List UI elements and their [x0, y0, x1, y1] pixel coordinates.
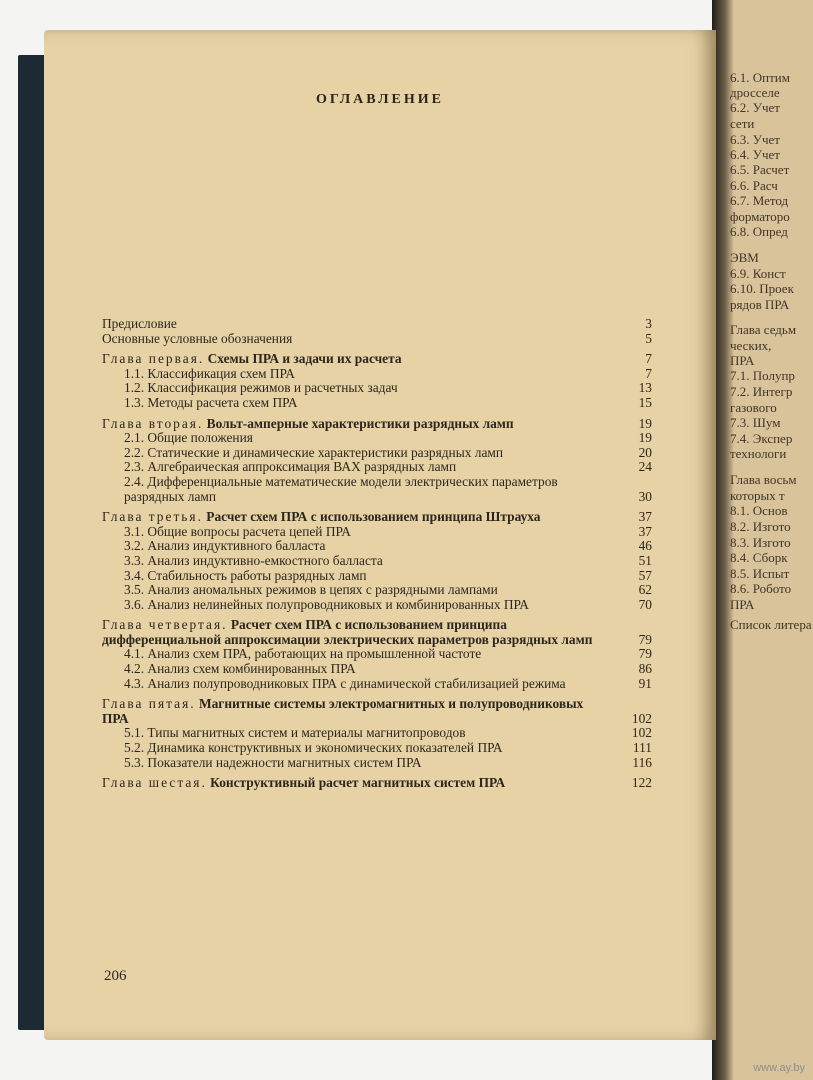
toc-page-number: 86	[638, 661, 652, 677]
toc-entry-title: 5.1. Типы магнитных систем и материалы магнитопроводов	[124, 725, 466, 741]
toc-page-number: 79	[638, 646, 652, 662]
facing-page-line: 6.8. Опред	[730, 224, 788, 239]
toc-entry-title: Предисловие	[102, 316, 177, 331]
toc-entry-title	[102, 697, 612, 726]
chapter-lead: Глава шестая.	[102, 775, 207, 791]
toc-chapter	[102, 618, 652, 647]
table-of-contents	[102, 317, 652, 791]
toc-section	[102, 583, 652, 598]
toc-entry-title: 4.3. Анализ полупроводниковых ПРА с динамической стабилизацией режима	[124, 675, 566, 691]
toc-entry-title	[102, 352, 612, 367]
toc-page-number: 102	[631, 710, 652, 726]
toc-page-number: 91	[638, 675, 652, 691]
facing-page-line: сети	[730, 116, 755, 131]
toc-page-number: 122	[631, 775, 652, 791]
toc-entry-title: Основные условные обозначения	[102, 330, 293, 346]
chapter-lead: Глава четвертая.	[102, 617, 228, 633]
toc-page-number: 46	[638, 538, 652, 554]
toc-page-number: 15	[638, 394, 652, 410]
toc-page-number: 116	[632, 754, 652, 770]
page-number: 206	[104, 968, 127, 984]
toc-chapter	[102, 697, 652, 726]
toc-entry-title: 5.3. Показатели надежности магнитных систем ПРА	[124, 754, 422, 770]
toc-section	[102, 525, 652, 540]
toc-section	[102, 446, 652, 461]
chapter-title: Расчет схем ПРА с использованием принципа Штрауха	[206, 509, 541, 525]
toc-section	[102, 569, 652, 584]
facing-page-line: рядов ПРА	[730, 297, 790, 312]
toc-page	[44, 30, 716, 1040]
toc-page-number: 51	[638, 552, 652, 568]
chapter-lead: Глава третья.	[102, 509, 203, 525]
toc-page-number: 20	[638, 444, 652, 460]
facing-page-line: 8.1. Основ	[730, 503, 788, 518]
facing-page-line: ческих,	[730, 338, 772, 353]
toc-entry-title: 2.3. Алгебраическая аппроксимация ВАХ разрядных ламп	[124, 459, 457, 475]
chapter-lead: Глава пятая.	[102, 696, 196, 712]
facing-page-line: 7.1. Полупр	[730, 368, 795, 383]
facing-page-line: 6.1. Оптим	[730, 70, 790, 85]
toc-entry-title: 1.2. Классификация режимов и расчетных задач	[124, 380, 398, 396]
page-heading: ОГЛАВЛЕНИЕ	[316, 92, 444, 107]
facing-page-line: 8.3. Изгото	[730, 535, 791, 550]
facing-page-line: 6.4. Учет	[730, 147, 780, 162]
toc-page-number: 13	[638, 380, 652, 396]
toc-entry-title: 2.1. Общие положения	[124, 430, 253, 446]
toc-page-number: 19	[638, 430, 652, 446]
toc-entry-title	[102, 776, 612, 791]
chapter-title: Магнитные системы электромагнитных и полупроводниковых ПРА	[102, 696, 584, 726]
toc-entry	[102, 317, 652, 332]
facing-page-line: 6.2. Учет	[730, 100, 780, 115]
facing-page-line: форматоро	[730, 209, 790, 224]
facing-page-line: 8.6. Робото	[730, 581, 792, 596]
facing-page-line: 8.4. Сборк	[730, 550, 788, 565]
chapter-title: Схемы ПРА и задачи их расчета	[207, 351, 402, 367]
facing-page-line: Глава восьм	[730, 472, 797, 487]
toc-entry	[102, 332, 652, 347]
toc-entry-title: 3.4. Стабильность работы разрядных ламп	[124, 567, 367, 583]
toc-section	[102, 741, 652, 756]
facing-page-line: 6.7. Метод	[730, 193, 789, 208]
facing-page-line: 7.4. Экспер	[730, 431, 793, 446]
toc-entry-title: 3.5. Анализ аномальных режимов в цепях с разрядными лампами	[124, 582, 498, 598]
toc-entry-title: 3.2. Анализ индуктивного балласта	[124, 538, 326, 554]
facing-page-line: Список литера	[730, 617, 812, 632]
toc-chapter	[102, 417, 652, 432]
chapter-title: Расчет схем ПРА с использованием принципа дифференциальной аппроксимации электрических параметров разрядных ламп	[102, 617, 593, 647]
facing-page-line: 6.3. Учет	[730, 132, 780, 147]
toc-entry-title	[102, 618, 612, 647]
toc-page-number: 19	[638, 415, 652, 431]
toc-page-number: 57	[638, 567, 652, 583]
facing-page-line: дросселе	[730, 85, 780, 100]
facing-page-line: 7.3. Шум	[730, 415, 781, 430]
facing-page-line: 6.5. Расчет	[730, 162, 790, 177]
toc-page-number: 102	[631, 725, 652, 741]
toc-page-number: 3	[645, 316, 652, 331]
toc-page-number: 30	[638, 488, 652, 504]
facing-page-line: Глава седьм	[730, 322, 797, 337]
toc-entry-title: 3.6. Анализ нелинейных полупроводниковых и комбинированных ПРА	[124, 596, 529, 612]
toc-page-number: 24	[638, 459, 652, 475]
toc-section	[102, 396, 652, 411]
toc-entry-title: 4.1. Анализ схем ПРА, работающих на промышленной частоте	[124, 646, 482, 662]
facing-page-line: ПРА	[730, 597, 755, 612]
facing-page-line: технологи	[730, 446, 787, 461]
facing-page-line: ПРА	[730, 353, 755, 368]
toc-page-number: 111	[632, 740, 652, 756]
facing-page-line: которых т	[730, 488, 785, 503]
toc-chapter	[102, 776, 652, 791]
toc-entry-title	[102, 417, 612, 432]
chapter-title: Вольт-амперные характеристики разрядных ламп	[206, 415, 514, 431]
watermark: www.ay.by	[753, 1062, 805, 1074]
toc-entry-title: 3.3. Анализ индуктивно-емкостного балласта	[124, 552, 383, 568]
toc-page-number: 37	[638, 523, 652, 539]
toc-page-number: 5	[645, 330, 652, 346]
toc-section	[102, 598, 652, 613]
toc-section	[102, 647, 652, 662]
chapter-lead: Глава первая.	[102, 351, 205, 367]
toc-entry-title: 1.3. Методы расчета схем ПРА	[124, 394, 298, 410]
toc-chapter	[102, 510, 652, 525]
chapter-lead: Глава вторая.	[102, 415, 204, 431]
toc-chapter	[102, 352, 652, 367]
facing-page	[712, 0, 813, 1080]
toc-entry-title: 3.1. Общие вопросы расчета цепей ПРА	[124, 523, 351, 539]
chapter-title: Конструктивный расчет магнитных систем ПРА	[210, 775, 506, 791]
toc-section	[102, 756, 652, 771]
facing-page-line: 6.6. Расч	[730, 178, 778, 193]
toc-entry-title	[102, 510, 612, 525]
toc-section	[102, 539, 652, 554]
toc-section	[102, 475, 652, 504]
toc-page-number: 37	[638, 509, 652, 525]
facing-page-line: 6.10. Проек	[730, 281, 794, 296]
toc-section	[102, 554, 652, 569]
toc-section	[102, 381, 652, 396]
toc-section	[102, 460, 652, 475]
facing-page-line: газового	[730, 400, 777, 415]
facing-page-line: 8.5. Испыт	[730, 566, 790, 581]
toc-entry-title: 2.4. Дифференциальные математические модели электрических параметров разрядных ламп	[124, 473, 558, 504]
toc-page-number: 70	[638, 596, 652, 612]
facing-page-line: ЭВМ	[730, 250, 759, 265]
toc-section	[102, 662, 652, 677]
toc-page-number: 62	[638, 582, 652, 598]
toc-page-number: 7	[645, 365, 652, 381]
toc-entry-title: 4.2. Анализ схем комбинированных ПРА	[124, 661, 356, 677]
toc-entry-title: 2.2. Статические и динамические характеристики разрядных ламп	[124, 444, 504, 460]
facing-page-line: 6.9. Конст	[730, 266, 786, 281]
toc-section	[102, 677, 652, 692]
toc-page-number: 7	[645, 351, 652, 367]
facing-page-line: 7.2. Интегр	[730, 384, 793, 399]
toc-section	[102, 367, 652, 382]
toc-entry-title: 5.2. Динамика конструктивных и экономических показателей ПРА	[124, 740, 503, 756]
toc-entry-title: 1.1. Классификация схем ПРА	[124, 365, 295, 381]
facing-page-line: 8.2. Изгото	[730, 519, 791, 534]
toc-section	[102, 431, 652, 446]
toc-section	[102, 726, 652, 741]
toc-page-number: 79	[638, 631, 652, 647]
